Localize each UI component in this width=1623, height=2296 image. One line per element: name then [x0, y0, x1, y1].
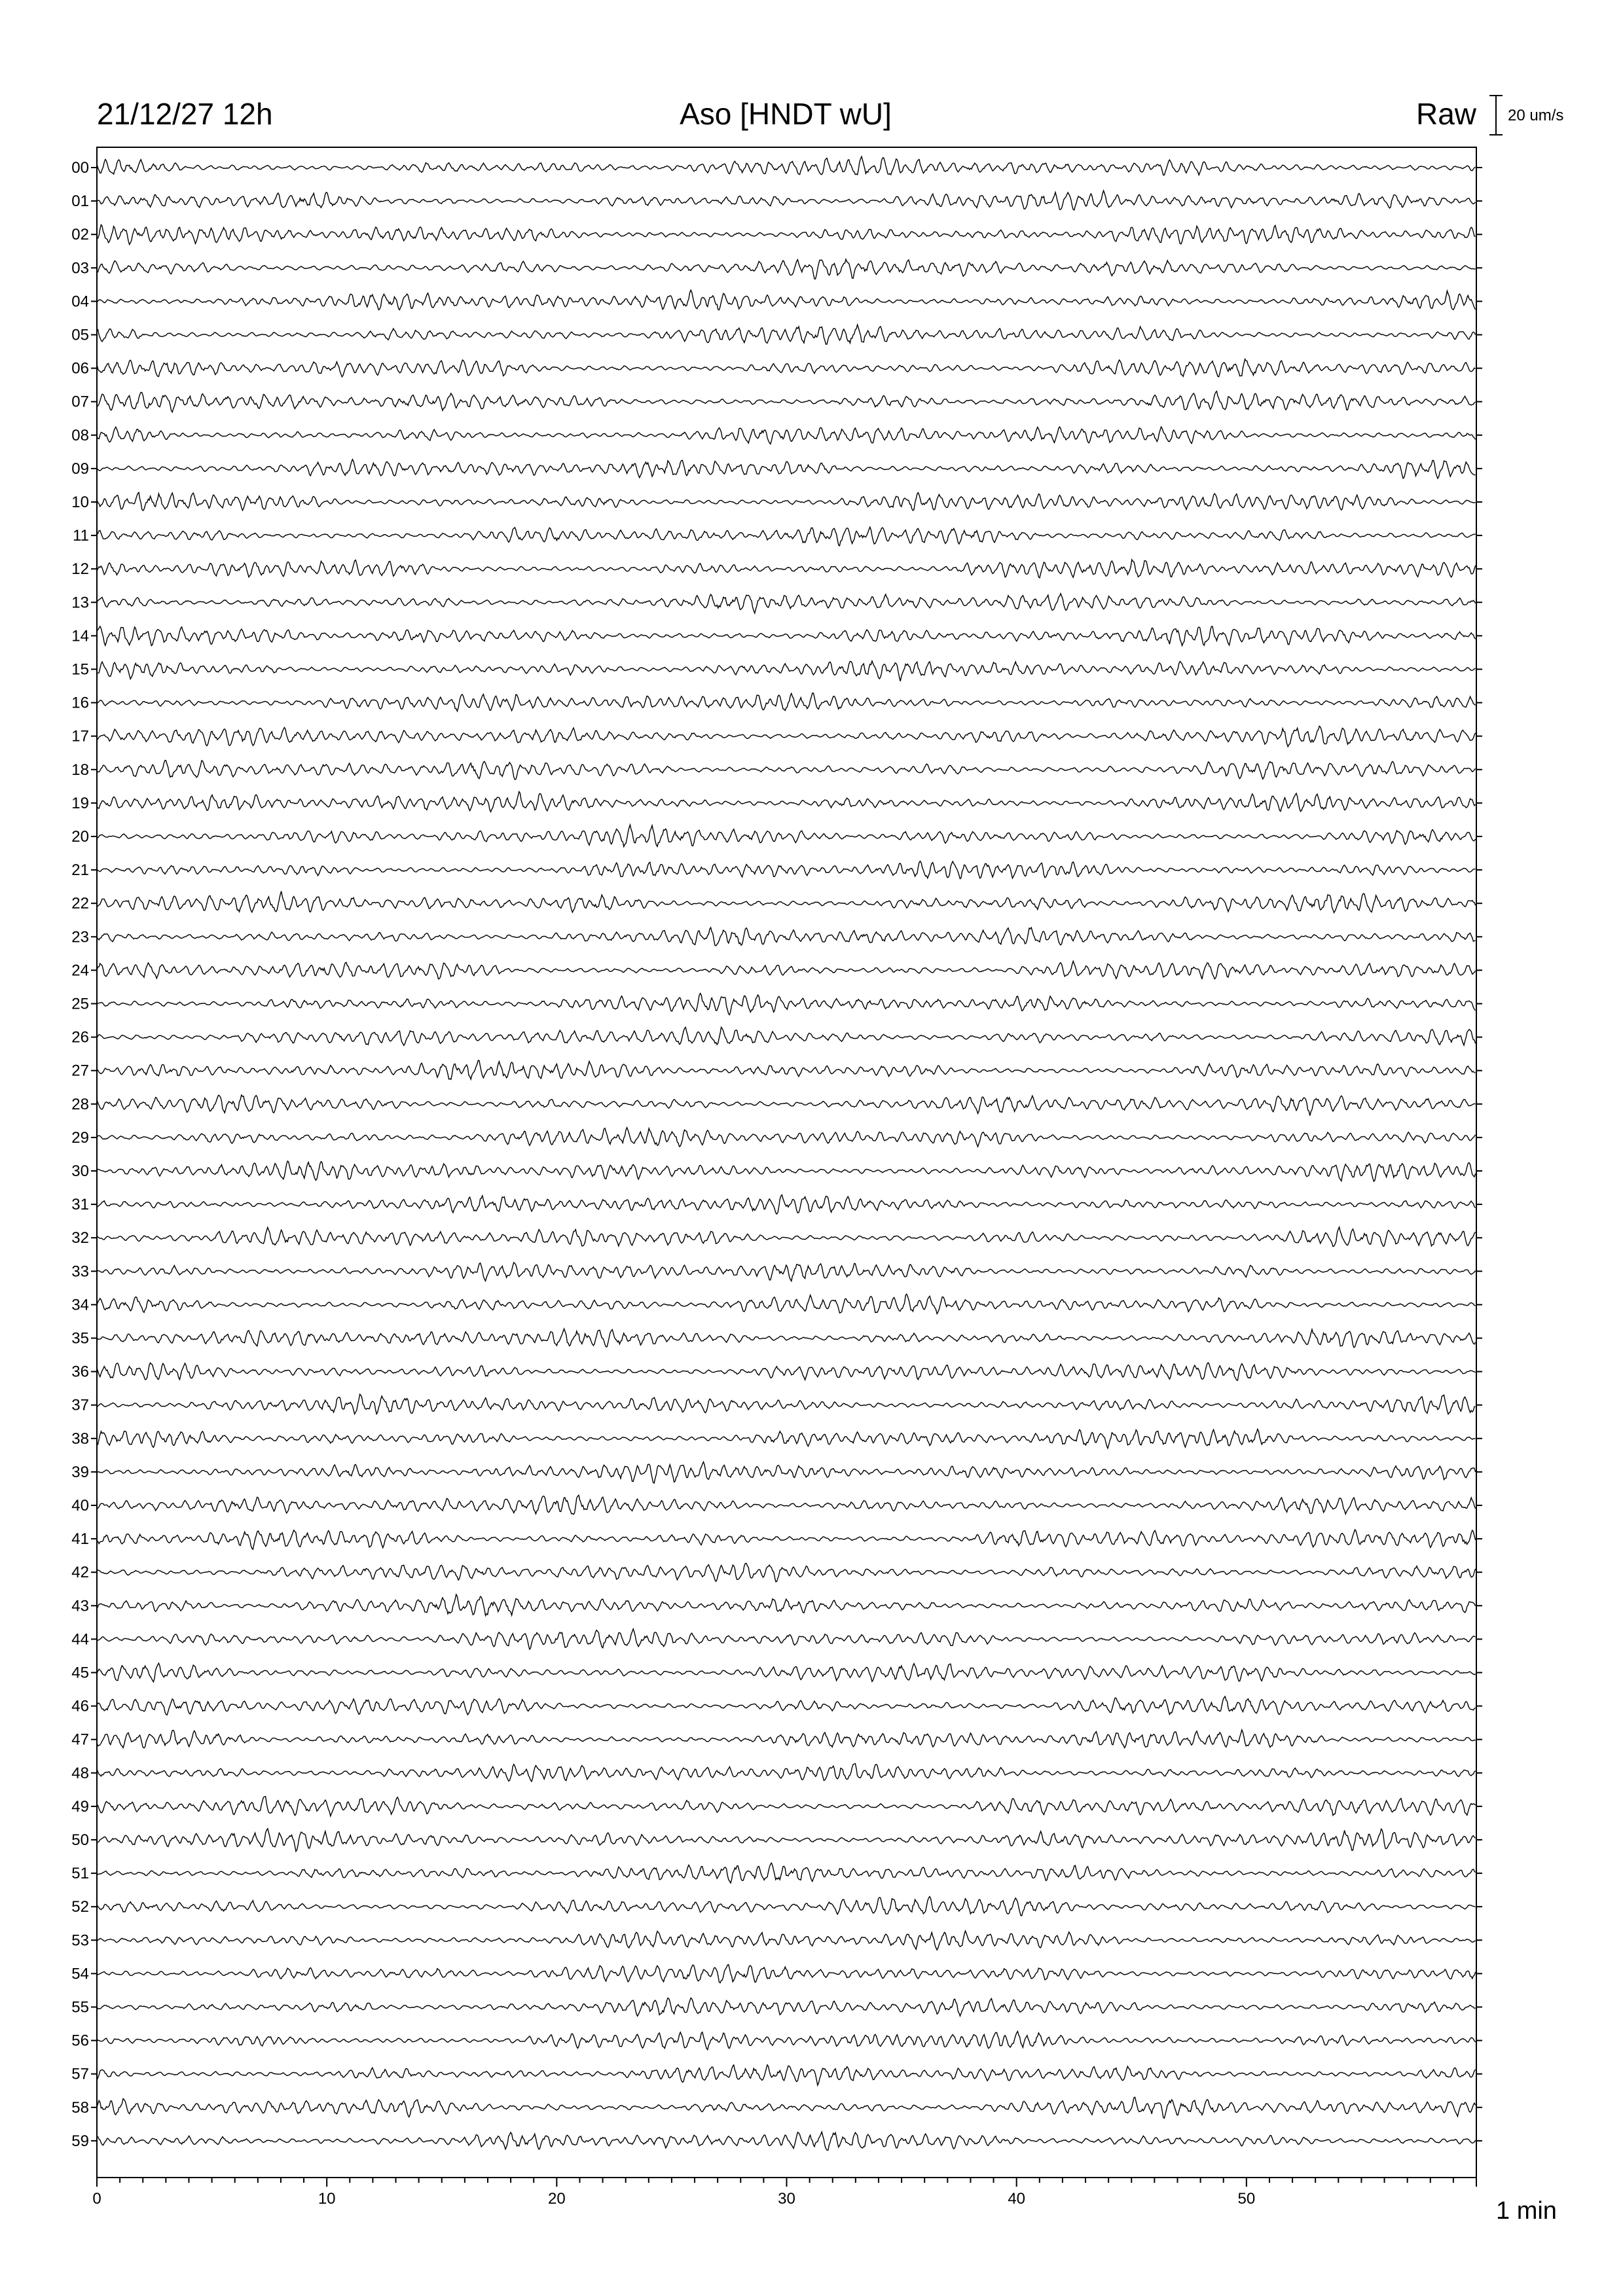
trace-row	[97, 1128, 1476, 1147]
trace-row	[97, 1530, 1476, 1549]
row-label: 17	[71, 727, 89, 745]
row-label: 19	[71, 794, 89, 812]
trace-row	[97, 1227, 1476, 1247]
row-label: 03	[71, 259, 89, 278]
row-label: 02	[71, 226, 89, 244]
row-label: 35	[71, 1329, 89, 1348]
trace-row	[97, 560, 1476, 578]
row-label: 57	[71, 2065, 89, 2083]
trace-row	[97, 792, 1476, 812]
row-label: 40	[71, 1497, 89, 1515]
row-label: 46	[71, 1697, 89, 1715]
trace-row	[97, 1764, 1476, 1782]
trace-row	[97, 927, 1476, 946]
trace-row	[97, 1263, 1476, 1282]
row-label: 01	[71, 192, 89, 211]
amplitude-scale-bar	[1489, 96, 1503, 135]
trace-row	[97, 427, 1476, 444]
trace-row	[97, 1965, 1476, 1983]
trace-row	[97, 1195, 1476, 1214]
trace-row	[97, 156, 1476, 175]
trace-row	[97, 1564, 1476, 1582]
trace-row	[97, 224, 1476, 244]
row-label: 12	[71, 560, 89, 579]
row-label: 34	[71, 1296, 89, 1314]
row-label: 50	[71, 1831, 89, 1849]
trace-row	[97, 459, 1476, 478]
row-label: 24	[71, 961, 89, 980]
row-label: 00	[71, 159, 89, 177]
row-label: 32	[71, 1229, 89, 1247]
x-axis	[92, 2178, 1476, 2208]
row-label: 37	[71, 1396, 89, 1414]
row-label: 25	[71, 995, 89, 1013]
row-label: 13	[71, 594, 89, 612]
trace-row	[97, 1829, 1476, 1852]
row-label: 44	[71, 1630, 89, 1649]
trace-row	[97, 1730, 1476, 1748]
trace-row	[97, 359, 1476, 377]
trace-row	[97, 1863, 1476, 1883]
row-label: 49	[71, 1797, 89, 1816]
trace-group	[91, 156, 1482, 2150]
row-label: 10	[71, 493, 89, 511]
row-label: 45	[71, 1664, 89, 1682]
trace-row	[97, 761, 1476, 780]
station-title: Aso [HNDT wU]	[680, 97, 892, 131]
row-label: 48	[71, 1764, 89, 1782]
trace-row	[97, 1897, 1476, 1916]
trace-row	[97, 2065, 1476, 2085]
row-label: 51	[71, 1865, 89, 1883]
row-label: 27	[71, 1062, 89, 1080]
trace-row	[97, 961, 1476, 980]
trace-row	[97, 190, 1476, 210]
row-label: 26	[71, 1028, 89, 1047]
amplitude-scale-label: 20 um/s	[1508, 107, 1564, 124]
row-label: 22	[71, 895, 89, 913]
trace-row	[97, 861, 1476, 879]
row-label: 05	[71, 326, 89, 344]
trace-row	[97, 1797, 1476, 1816]
row-label: 56	[71, 2032, 89, 2050]
trace-row	[97, 693, 1476, 711]
x-tick-label: 0	[92, 2190, 101, 2208]
x-tick-label: 40	[1008, 2190, 1026, 2208]
trace-row	[97, 1294, 1476, 1314]
trace-row	[97, 290, 1476, 310]
row-label: 30	[71, 1162, 89, 1180]
row-label: 54	[71, 1965, 89, 1983]
row-label: 58	[71, 2098, 89, 2117]
trace-row	[97, 1161, 1476, 1181]
trace-row	[97, 1696, 1476, 1715]
trace-row	[97, 2097, 1476, 2118]
row-label: 31	[71, 1196, 89, 1214]
row-label: 41	[71, 1530, 89, 1549]
row-label: 43	[71, 1597, 89, 1615]
trace-row	[97, 527, 1476, 546]
trace-row	[97, 626, 1476, 646]
trace-row	[97, 661, 1476, 681]
row-label: 47	[71, 1731, 89, 1749]
row-label: 08	[71, 426, 89, 444]
trace-row	[97, 594, 1476, 613]
row-label: 16	[71, 694, 89, 712]
trace-row	[97, 1028, 1476, 1046]
row-label: 29	[71, 1128, 89, 1147]
trace-row	[97, 1060, 1476, 1079]
row-label: 04	[71, 293, 89, 311]
x-tick-label: 20	[547, 2190, 566, 2208]
trace-row	[97, 492, 1476, 511]
trace-row	[97, 1496, 1476, 1515]
datetime-title: 21/12/27 12h	[97, 97, 273, 131]
x-tick-label: 50	[1237, 2190, 1256, 2208]
row-label: 23	[71, 928, 89, 946]
trace-row	[97, 1663, 1476, 1682]
row-label: 42	[71, 1564, 89, 1582]
trace-row	[97, 994, 1476, 1015]
x-tick-label: 30	[778, 2190, 795, 2208]
trace-row	[97, 1329, 1476, 1348]
trace-row	[97, 825, 1476, 846]
trace-row	[97, 1429, 1476, 1448]
trace-row	[97, 2132, 1476, 2150]
trace-row	[97, 891, 1476, 913]
plot-frame	[97, 147, 1476, 2178]
row-label: 59	[71, 2132, 89, 2150]
x-unit-label: 1 min	[1496, 2197, 1557, 2225]
row-label-group	[71, 159, 89, 2150]
trace-row	[97, 1462, 1476, 1484]
row-label: 55	[71, 1998, 89, 2017]
trace-row	[97, 726, 1476, 746]
trace-row	[97, 391, 1476, 412]
row-label: 09	[71, 459, 89, 478]
trace-row	[97, 1998, 1476, 2017]
row-label: 06	[71, 359, 89, 378]
trace-row	[97, 2032, 1476, 2050]
row-label: 20	[71, 828, 89, 846]
x-tick-label: 10	[318, 2190, 336, 2208]
trace-row	[97, 1931, 1476, 1950]
row-label: 39	[71, 1463, 89, 1481]
mode-label: Raw	[1415, 97, 1476, 131]
row-label: 15	[71, 660, 89, 679]
trace-row	[97, 1095, 1476, 1116]
trace-row	[97, 1594, 1476, 1615]
row-label: 14	[71, 627, 89, 645]
row-label: 53	[71, 1931, 89, 1950]
row-label: 36	[71, 1363, 89, 1381]
trace-row	[97, 259, 1476, 279]
row-label: 52	[71, 1898, 89, 1916]
trace-row	[97, 325, 1476, 344]
row-label: 33	[71, 1263, 89, 1281]
row-label: 18	[71, 761, 89, 779]
trace-row	[97, 1629, 1476, 1649]
row-label: 07	[71, 393, 89, 411]
trace-row	[97, 1363, 1476, 1380]
row-label: 38	[71, 1429, 89, 1448]
row-label: 21	[71, 861, 89, 880]
trace-row	[97, 1394, 1476, 1414]
row-label: 28	[71, 1095, 89, 1113]
row-label: 11	[73, 527, 89, 545]
